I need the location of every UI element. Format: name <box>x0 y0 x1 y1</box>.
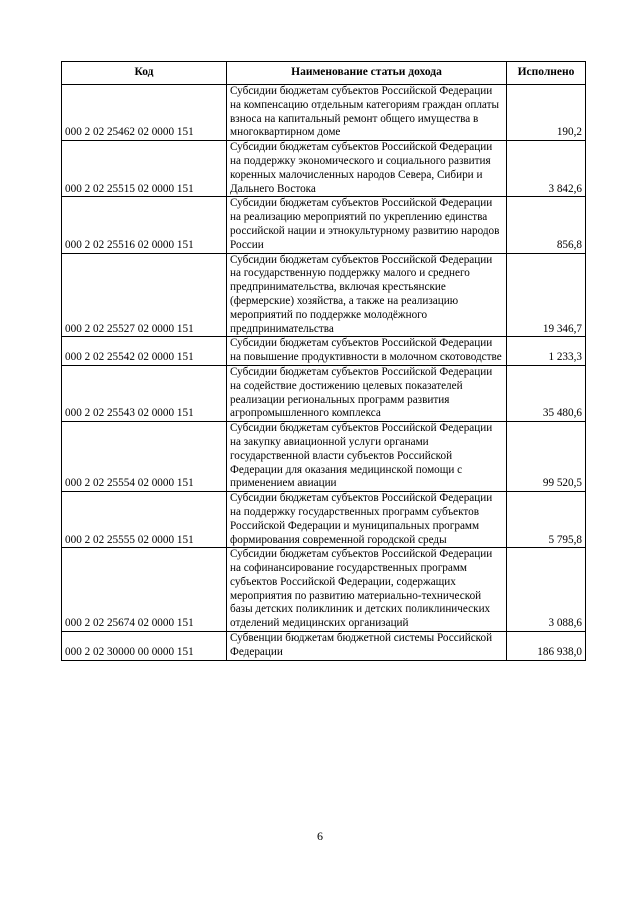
table-header-row <box>62 62 586 85</box>
row-name: Субсидии бюджетам субъектов Российской Федерации на компенсацию отдельным категориям граждан оплаты взноса на капитальный ремонт общего имущества в многоквартирном доме <box>227 85 507 141</box>
row-code: 000 2 02 25542 02 0000 151 <box>62 337 227 366</box>
table-row <box>62 492 586 548</box>
page-number: 6 <box>317 829 323 843</box>
row-name: Субсидии бюджетам субъектов Российской Федерации на поддержку государственных программ субъектов Российской Федерации и муниципальных программ формирования современной городской среды <box>227 492 507 548</box>
row-name: Субсидии бюджетам субъектов Российской Федерации на содействие достижению целевых показателей реализации региональных программ развития агропромышленного комплекса <box>227 365 507 421</box>
row-value: 99 520,5 <box>507 422 586 492</box>
table-row <box>62 632 586 661</box>
table-row <box>62 548 586 632</box>
row-name: Субсидии бюджетам субъектов Российской Федерации на государственную поддержку малого и среднего предпринимательства, включая крестьянские (фермерские) хозяйства, а также на реализацию мероприятий по поддержке молодёжного предпринимательства <box>227 253 507 337</box>
table-row <box>62 422 586 492</box>
row-code: 000 2 02 25527 02 0000 151 <box>62 253 227 337</box>
table-row <box>62 85 586 141</box>
revenue-table <box>61 61 586 661</box>
table-row <box>62 365 586 421</box>
row-name: Субсидии бюджетам субъектов Российской Федерации на реализацию мероприятий по укреплению единства российской нации и этнокультурному развитию народов России <box>227 197 507 253</box>
table-row <box>62 141 586 197</box>
row-code: 000 2 02 25674 02 0000 151 <box>62 548 227 632</box>
row-code: 000 2 02 25543 02 0000 151 <box>62 365 227 421</box>
row-value: 19 346,7 <box>507 253 586 337</box>
row-value: 5 795,8 <box>507 492 586 548</box>
row-value: 3 842,6 <box>507 141 586 197</box>
row-name: Субсидии бюджетам субъектов Российской Федерации на поддержку экономического и социального развития коренных малочисленных народов Севера, Сибири и Дальнего Востока <box>227 141 507 197</box>
row-code: 000 2 02 25554 02 0000 151 <box>62 422 227 492</box>
table-row <box>62 337 586 366</box>
row-value: 1 233,3 <box>507 337 586 366</box>
table-row <box>62 197 586 253</box>
table-row <box>62 253 586 337</box>
row-name: Субсидии бюджетам субъектов Российской Федерации на софинансирование государственных программ субъектов Российской Федерации, содержащих мероприятия по развитию материально-технической базы детских поликлиник и детских поликлинических отделений медицинских организаций <box>227 548 507 632</box>
header-value: Исполнено <box>507 62 586 85</box>
row-code: 000 2 02 25555 02 0000 151 <box>62 492 227 548</box>
row-name: Субсидии бюджетам субъектов Российской Федерации на повышение продуктивности в молочном скотоводстве <box>227 337 507 366</box>
row-code: 000 2 02 25515 02 0000 151 <box>62 141 227 197</box>
row-value: 190,2 <box>507 85 586 141</box>
row-name: Субвенции бюджетам бюджетной системы Российской Федерации <box>227 632 507 661</box>
row-code: 000 2 02 25516 02 0000 151 <box>62 197 227 253</box>
header-name: Наименование статьи дохода <box>227 62 507 85</box>
header-code: Код <box>62 62 227 85</box>
row-code: 000 2 02 25462 02 0000 151 <box>62 85 227 141</box>
row-code: 000 2 02 30000 00 0000 151 <box>62 632 227 661</box>
row-value: 186 938,0 <box>507 632 586 661</box>
row-value: 35 480,6 <box>507 365 586 421</box>
row-value: 3 088,6 <box>507 548 586 632</box>
row-value: 856,8 <box>507 197 586 253</box>
row-name: Субсидии бюджетам субъектов Российской Федерации на закупку авиационной услуги органами государственной власти субъектов Российской Федерации для оказания медицинской помощи с применением авиации <box>227 422 507 492</box>
